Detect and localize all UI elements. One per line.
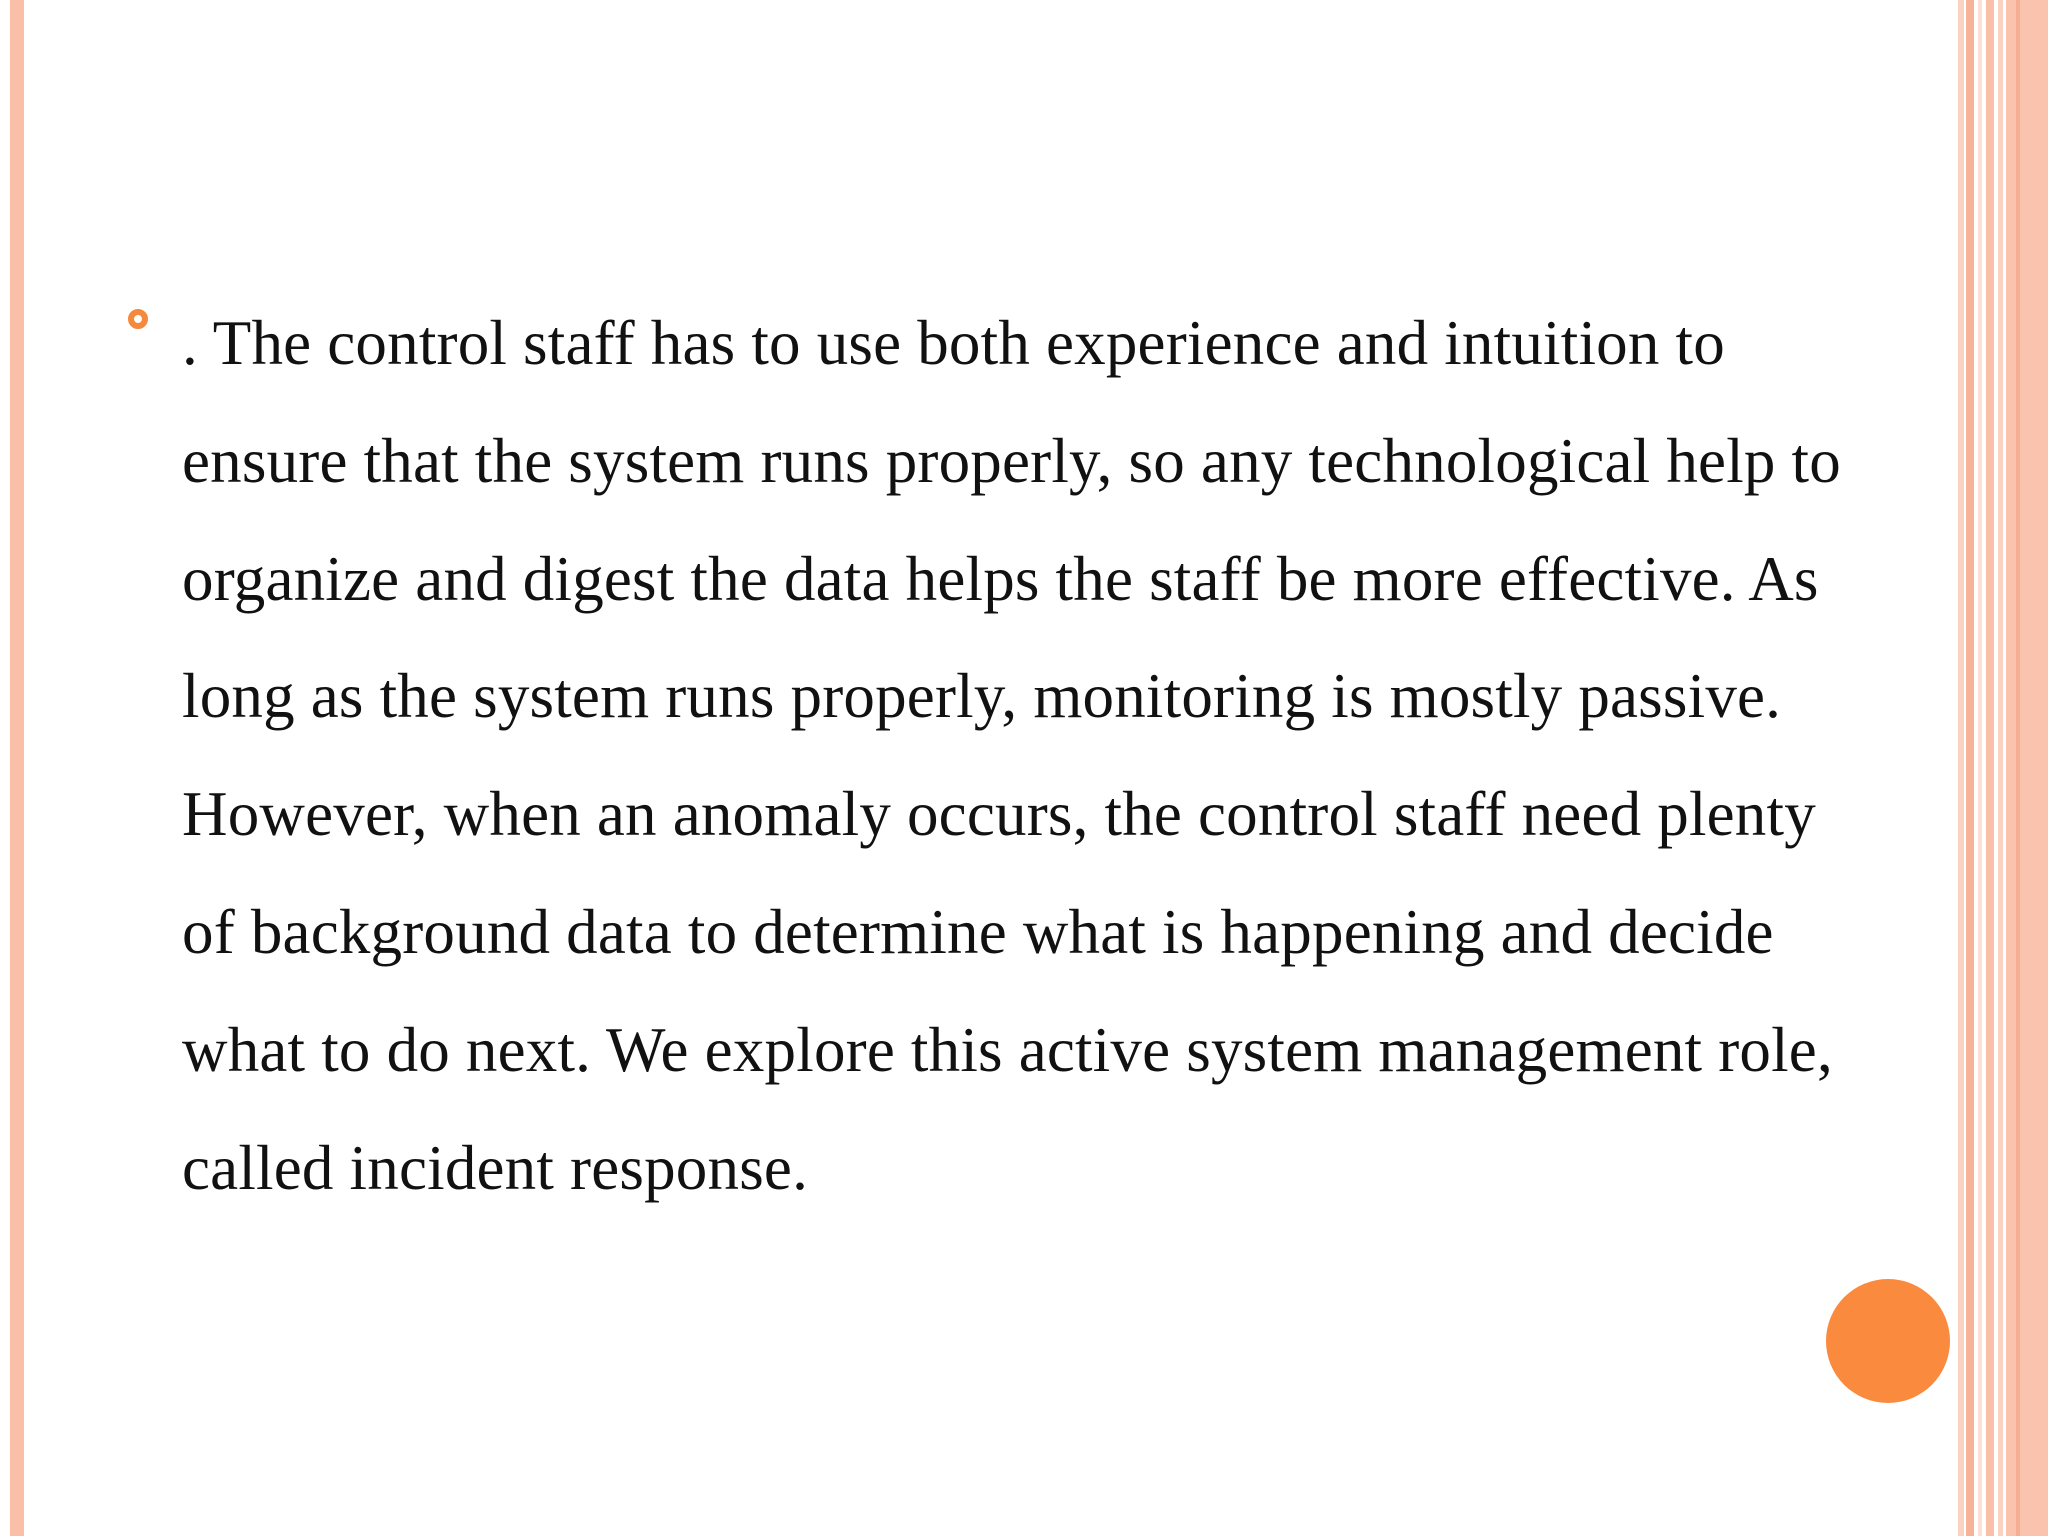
hollow-circle-bullet-icon — [128, 309, 148, 329]
right-accent-stripe — [1986, 0, 1994, 1536]
right-accent-stripe — [1958, 0, 1964, 1536]
bullet-item — [128, 285, 1841, 1227]
left-accent-stripe — [10, 0, 24, 1536]
right-accent-stripe — [2006, 0, 2048, 1536]
right-accent-stripe — [1966, 0, 1974, 1536]
orange-circle-icon — [1826, 1279, 1950, 1403]
bullet-text: . The control staff has to use both experience and intuition to ensure that the system runs properly, so any technological help to organize and digest the data helps the staff be more effective. As long as the system runs properly, monitoring is mostly passive. However, when an anomaly occurs, the control staff need plenty of background data to determine what is happening and decide what to do next. We explore this active system management role, called incident response. — [182, 308, 1841, 1203]
right-accent-stripe — [2016, 0, 2020, 1536]
slide-content — [128, 285, 1841, 1227]
right-accent-stripe — [1998, 0, 2003, 1536]
right-accent-stripe — [1978, 0, 1982, 1536]
